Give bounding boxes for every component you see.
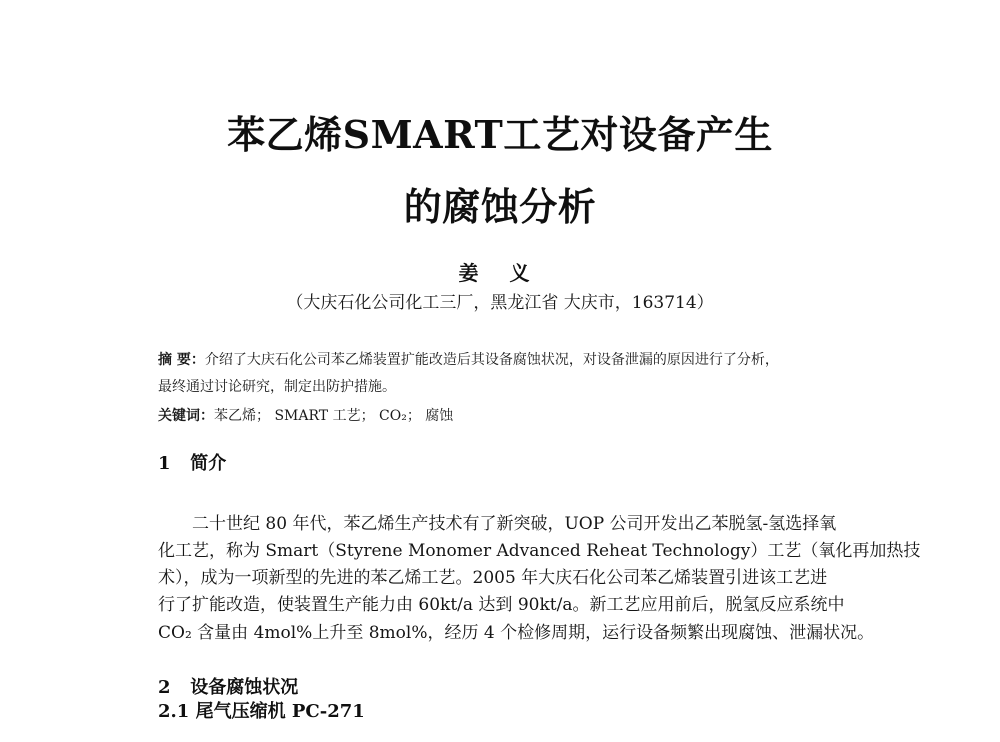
- body-paragraph-line: 二十世纪 80 年代，苯乙烯生产技术有了新突破，UOP 公司开发出乙苯脱氢-氢选择氧: [192, 514, 837, 534]
- section-title: 设备腐蚀状况: [190, 677, 299, 698]
- keywords-label: 关键词：: [158, 408, 214, 424]
- author-name: 姜 义: [458, 261, 542, 285]
- keywords-line: [158, 406, 868, 426]
- abstract-line-1: [158, 350, 868, 370]
- paper-title-line-2: 的腐蚀分析: [403, 184, 597, 229]
- section-heading-1: [158, 452, 226, 476]
- author-affiliation: （大庆石化公司化工三厂，黑龙江省 大庆市，163714）: [286, 293, 714, 313]
- section-heading-2: [158, 676, 298, 700]
- body-paragraph-line: 术），成为一项新型的先进的苯乙烯工艺。2005 年大庆石化公司苯乙烯装置引进该工艺进: [158, 568, 828, 588]
- body-paragraph-line: 行了扩能改造，使装置生产能力由 60kt/a 达到 90kt/a。新工艺应用前后，脱氢反应系统中: [158, 595, 845, 615]
- keywords-text: 苯乙烯； SMART 工艺； CO₂； 腐蚀: [214, 408, 454, 424]
- section-number: 1: [158, 453, 171, 474]
- subsection-title: 尾气压缩机 PC-271: [195, 701, 365, 722]
- body-paragraph-line: 化工艺，称为 Smart（Styrene Monomer Advanced Reheat Technology）工艺（氧化再加热技: [158, 541, 921, 561]
- abstract-line-2: 最终通过讨论研究，制定出防护措施。: [158, 379, 396, 395]
- abstract-text-1: 介绍了大庆石化公司苯乙烯装置扩能改造后其设备腐蚀状况，对设备泄漏的原因进行了分析，: [204, 352, 779, 368]
- body-paragraph-line: CO₂ 含量由 4mol%上升至 8mol%，经历 4 个检修周期，运行设备频繁出现腐蚀、泄漏状况。: [158, 623, 875, 643]
- section-number: 2: [158, 677, 171, 698]
- section-title: 简介: [190, 453, 227, 474]
- subsection-heading-2-1: [158, 700, 365, 724]
- subsection-number: 2.1: [158, 701, 190, 722]
- paper-title-line-1: 苯乙烯SMART工艺对设备产生: [227, 112, 773, 157]
- abstract-label: 摘 要：: [158, 352, 205, 368]
